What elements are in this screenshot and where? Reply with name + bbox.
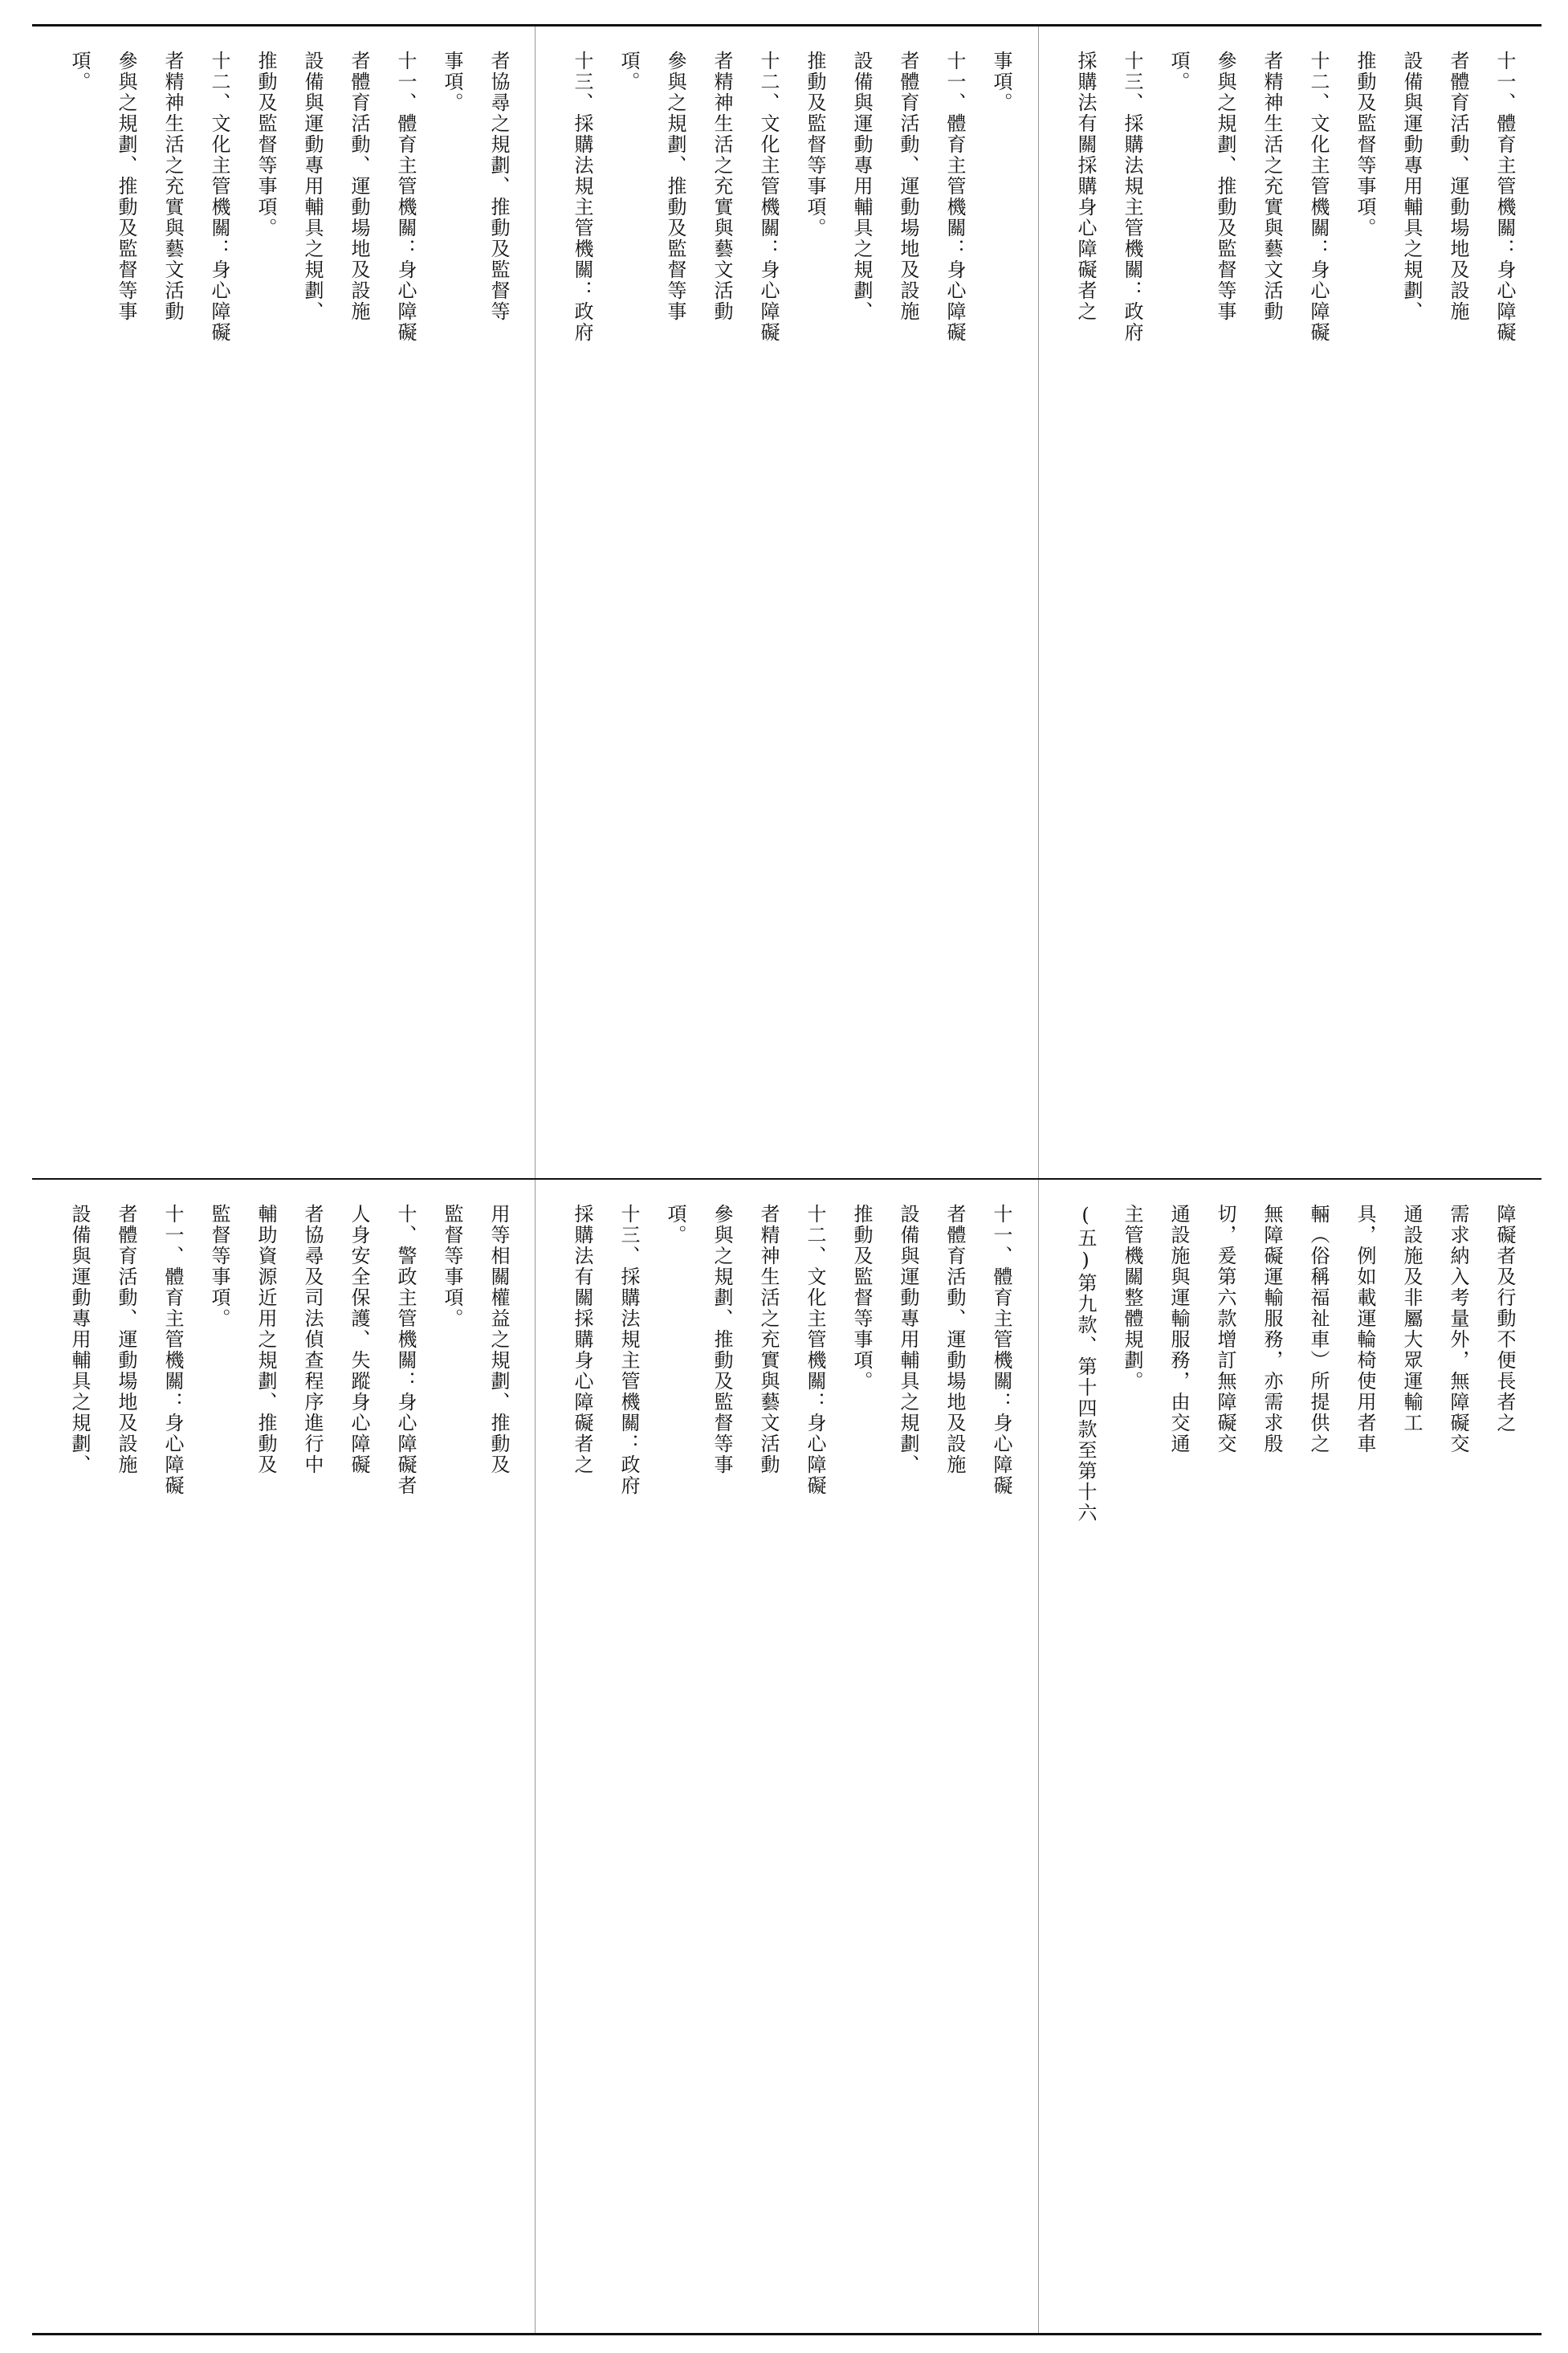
text-line: 採購法有關採購身心障礙者之: [571, 1204, 593, 1475]
panel-upper: [32, 1180, 1542, 2333]
text-line: [48, 1204, 56, 2312]
text-line: 無障礙運輸服務，亦需求殷: [1261, 1204, 1283, 1454]
text-line: 十二、文化主管機關：身心障礙: [208, 51, 230, 343]
text-line: 具，例如載運輪椅使用者車: [1354, 1204, 1376, 1454]
text-line: 十一、體育主管機關：身心障礙: [943, 51, 966, 343]
rotated-sheet: [32, 27, 1542, 2333]
text-line: 推動及監督等事項。: [850, 1204, 873, 1392]
column-text: [48, 1204, 522, 2312]
text-line: 採購法有關採購身心障礙者之: [1074, 51, 1097, 322]
column-text: [551, 1204, 1024, 2312]
text-line: 參與之規劃、推動及監督等事: [711, 1204, 733, 1475]
column-separator: [535, 1180, 536, 2333]
text-line: 者精神生活之充實與藝文活動: [1261, 51, 1283, 322]
text-line: 監督等事項。: [208, 1204, 230, 1329]
text-line: 十二、文化主管機關：身心障礙: [804, 1204, 826, 1496]
text-line: 設備與運動專用輔具之規劃、: [1400, 51, 1423, 322]
text-line: 設備與運動專用輔具之規劃、: [301, 51, 324, 322]
panel-lower: [32, 27, 1542, 1180]
text-line: 十三、採購法規主管機關：政府: [617, 1204, 640, 1496]
text-line: 參與之規劃、推動及監督等事: [664, 51, 686, 322]
text-line: 十一、體育主管機關：身心障礙: [990, 1204, 1012, 1496]
text-line: 事項。: [990, 51, 1012, 113]
text-line: 主管機關整體規劃。: [1121, 1204, 1143, 1392]
text-line: 需求納入考量外，無障礙交: [1447, 1204, 1469, 1454]
text-line: [551, 1204, 559, 2312]
text-line: 推動及監督等事項。: [804, 51, 826, 239]
text-line: 參與之規劃、推動及監督等事: [1214, 51, 1236, 322]
text-line: 者協尋及司法偵查程序進行中: [301, 1204, 324, 1475]
text-line: 者精神生活之充實與藝文活動: [711, 51, 733, 322]
column-text: [1054, 51, 1528, 1159]
text-line: 項。: [664, 1204, 686, 1246]
text-line: 者體育活動、運動場地及設施: [943, 1204, 966, 1475]
text-line: 十一、體育主管機關：身心障礙: [394, 51, 417, 343]
top-border-rule: [32, 2333, 1542, 2335]
text-line: [1054, 1204, 1062, 2312]
text-line: 項。: [1167, 51, 1190, 92]
text-line: 輔助資源近用之規劃、推動及: [255, 1204, 277, 1475]
text-line: 十一、體育主管機關：身心障礙: [1493, 51, 1516, 343]
text-line: 者精神生活之充實與藝文活動: [161, 51, 184, 322]
column-separator: [1038, 1180, 1039, 2333]
text-line: 通設施與運輸服務，由交通: [1167, 1204, 1190, 1454]
column-text: [1054, 1204, 1528, 2312]
column-text: [48, 51, 522, 1159]
text-line: 十、警政主管機關：身心障礙者: [394, 1204, 417, 1496]
text-line: 者精神生活之充實與藝文活動: [757, 1204, 780, 1475]
text-line: 推動及監督等事項。: [1354, 51, 1376, 239]
text-line: 設備與運動專用輔具之規劃、: [897, 1204, 919, 1475]
column-separator: [1038, 27, 1039, 1180]
text-line: 者體育活動、運動場地及設施: [348, 51, 370, 322]
text-line: 障礙者及行動不便長者之: [1493, 1204, 1516, 1433]
text-line: 推動及監督等事項。: [255, 51, 277, 239]
text-line: 用等相關權益之規劃、推動及: [487, 1204, 510, 1475]
text-line: 十三、採購法規主管機關：政府: [571, 51, 593, 343]
text-line: 人身安全保護、失蹤身心障礙: [348, 1204, 370, 1475]
column-text: [551, 51, 1024, 1159]
text-line: 者體育活動、運動場地及設施: [897, 51, 919, 322]
text-line: [48, 51, 56, 1159]
text-line: 者體育活動、運動場地及設施: [115, 1204, 137, 1475]
text-line: 輛（俗稱福祉車）所提供之: [1307, 1204, 1330, 1454]
text-line: 監督等事項。: [441, 1204, 463, 1329]
text-line: 項。: [617, 51, 640, 92]
text-line: 者體育活動、運動場地及設施: [1447, 51, 1469, 322]
text-line: 十二、文化主管機關：身心障礙: [1307, 51, 1330, 343]
text-line: (五)第九款、第十四款至第十六: [1074, 1204, 1097, 1523]
text-line: 通設施及非屬大眾運輸工: [1400, 1204, 1423, 1433]
text-line: 十一、體育主管機關：身心障礙: [161, 1204, 184, 1496]
text-line: [551, 51, 559, 1159]
text-line: 參與之規劃、推動及監督等事: [115, 51, 137, 322]
column-separator: [535, 27, 536, 1180]
text-line: 十二、文化主管機關：身心障礙: [757, 51, 780, 343]
text-line: 事項。: [441, 51, 463, 113]
text-line: 設備與運動專用輔具之規劃、: [850, 51, 873, 322]
text-line: 設備與運動專用輔具之規劃、: [68, 1204, 91, 1475]
text-line: 十三、採購法規主管機關：政府: [1121, 51, 1143, 343]
text-line: 者協尋之規劃、推動及監督等: [487, 51, 510, 322]
text-line: [1054, 51, 1062, 1159]
text-line: 項。: [68, 51, 91, 92]
text-line: 切，爰第六款增訂無障礙交: [1214, 1204, 1236, 1454]
